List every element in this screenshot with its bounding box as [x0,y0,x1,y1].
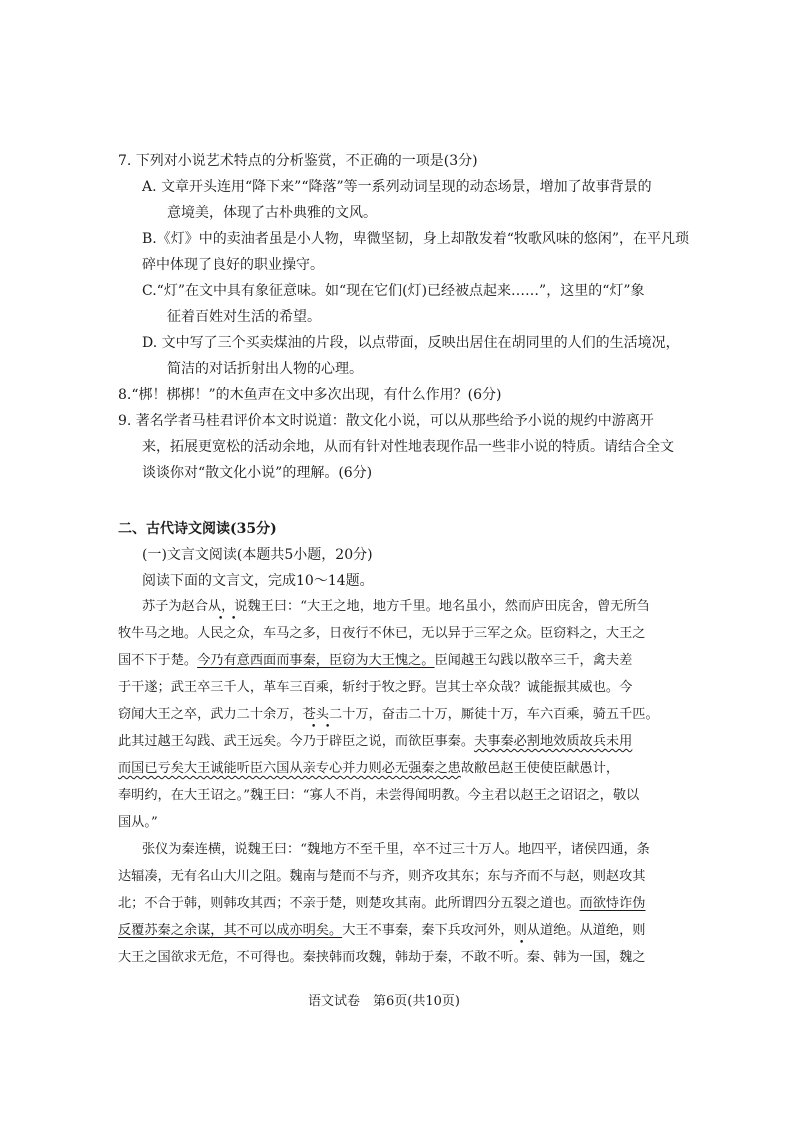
passage-2-line-3-start: 北；不合于韩，则韩攻其西；不亲于楚，则楚攻其南。此所谓四分五裂之道也。 [118,896,580,911]
page-footer: 语文试卷 第6页(共10页) [308,994,460,1009]
emphasis-dot: • [519,938,525,948]
question-7-option-b-line-2: 碎中体现了良好的职业操守。 [142,257,324,273]
question-9-line-2: 来，拓展更宽松的活动余地，从而有针对性地表现作品一些非小说的特质。请结合全文 [142,439,674,455]
question-7-option-b-line-1: B.《灯》中的卖油者虽是小人物，卑微坚韧，身上却散发着“牧歌风味的悠闲”，在平凡琐 [142,231,690,247]
passage-2-line-1: 张仪为秦连横，说魏王曰：“魏地方不至千里，卒不过三十万人。地四平，诸侯四通，条 [142,842,650,857]
emphasis-dot: • [325,722,331,732]
question-7-option-d-line-2: 简洁的对话折射出人物的心理。 [167,361,363,377]
underlined-sentence-2-part-2: 反覆苏秦之余谋，其不可以成亦明矣。 [118,923,343,938]
passage-line-3-end: 臣闻越王勾践以散卒三千，禽夫差 [434,653,633,668]
passage-line-6 [118,732,632,752]
question-8: 8.“梆！梆梆！”的木鱼声在文中多次出现，有什么作用？(6分) [118,387,502,403]
question-7-option-a-line-1: A. 文章开头连用“降下来”“降落”等一系列动词呈现的动态场景，增加了故事背景的 [142,179,652,195]
wavy-underlined-passage-part-2: 而国已亏矣大王诚能听臣六国从亲专心并力则必无强秦之患 [118,761,461,776]
passage-line-9: 国从。” [118,815,158,830]
passage-line-7 [118,759,619,779]
underlined-sentence-2-part-1: 而欲恃诈伪 [579,896,646,911]
question-7-stem: 7. 下列对小说艺术特点的分析鉴赏，不正确的一项是(3分) [118,153,478,169]
passage-line-7-end: 故敝邑赵王使使臣献愚计， [460,761,620,776]
wavy-underlined-passage-part-1: 夫事秦必割地效质故兵未用 [474,734,633,749]
underlined-sentence-1: 今乃有意西面而事秦，臣窃为大王愧之。 [197,653,435,668]
passage-2-line-3 [118,894,646,914]
emphasis-dot: • [311,722,317,732]
passage-line-1: 苏子为赵合从，说魏王曰：“大王之地，地方千里。地名虽小，然而庐田庑舍，曾无所刍 [142,599,650,614]
emphasis-dot: • [218,614,224,624]
question-9-line-3: 谈谈你对“散文化小说”的理解。(6分) [142,465,373,481]
passage-line-3-start: 国不下于楚。 [118,653,198,668]
passage-line-8: 奉明约，在大王诏之。”魏王曰：“寡人不肖，未尝得闻明教。今主君以赵王之诏诏之，敬以 [118,788,640,803]
passage-2-line-5: 大王之国欲求无危，不可得也。秦挟韩而攻魏，韩劫于秦，不敢不听。秦、韩为一国，魏之 [118,950,646,965]
question-7-option-a-line-2: 意境美，体现了古朴典雅的文风。 [167,205,377,221]
passage-line-5: 窃闻大王之卒，武力二十余万，苍头二十万，奋击二十万，厮徒十万，车六百乘，骑五千匹。 [118,707,659,722]
passage-line-4: 于干遂；武王卒三千人，革车三百乘，斩纣于牧之野。岂其士卒众哉？诚能振其威也。今 [118,680,633,695]
passage-line-3 [118,651,632,671]
passage-2-line-4 [118,921,646,941]
emphasis-dot: • [231,614,237,624]
passage-line-6-start: 此其过越王勾践、武王远矣。今乃于辟臣之说，而欲臣事秦。 [118,734,475,749]
question-9-line-1: 9. 著名学者马桂君评价本文时说道：散文化小说，可以从那些给予小说的规约中游离开 [118,413,654,429]
section-2-subtitle: (一)文言文阅读(本题共5小题，20分) [142,547,373,563]
question-7-option-c-line-2: 征着百姓对生活的希望。 [167,309,321,325]
section-2-title: 二、古代诗文阅读(35分) [118,521,277,537]
question-7-option-c-line-1: C.“灯”在文中具有象征意味。如“现在它们(灯)已经被点起来……”，这里的“灯”象 [142,283,645,299]
passage-2-line-4-end: 大王不事秦，秦下兵攻河外，则从道绝。从道绝，则 [342,923,646,938]
passage-2-line-2: 达辐凑，无有名山大川之阻。魏南与楚而不与齐，则齐攻其东；东与齐而不与赵，则赵攻其 [118,869,646,884]
passage-line-2: 牧牛马之地。人民之众，车马之多，日夜行不休已，无以异于三军之众。臣窃料之，大王之 [118,626,646,641]
section-2-instruction: 阅读下面的文言文，完成10～14题。 [142,573,374,589]
question-7-option-d-line-1: D. 文中写了三个买卖煤油的片段，以点带面，反映出居住在胡同里的人们的生活境况， [142,335,680,351]
